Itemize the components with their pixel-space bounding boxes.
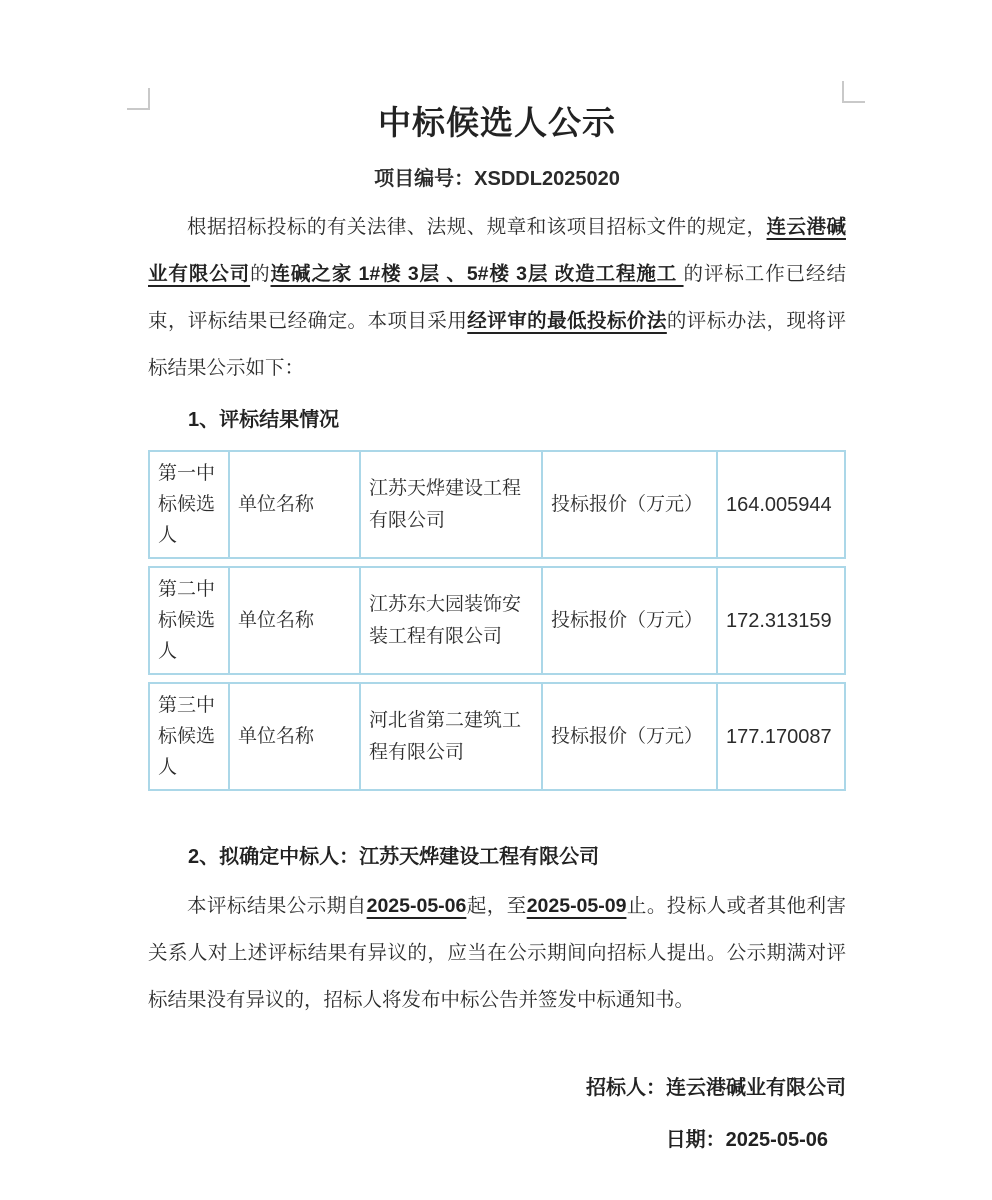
signature-date-line: 日期：2025-05-06 (665, 1129, 828, 1151)
candidate-rank-cell: 第二中标候选人 (158, 579, 216, 662)
bid-price-value-cell: 164.005944 (716, 452, 844, 557)
candidate-rank-cell: 第三中标候选人 (158, 695, 216, 778)
tenderee-signature-line: 招标人：连云港碱业有限公司 (586, 1077, 846, 1099)
project-number-line: 项目编号：XSDDL2025020 (374, 168, 620, 190)
intro-evaluation-method: 经评审的最低投标价法 (467, 310, 667, 332)
document-content (148, 0, 846, 1154)
notice-seg1: 本评标结果公示期自 (187, 895, 367, 917)
evaluation-result-table (148, 450, 846, 791)
unit-name-label-cell: 单位名称 (228, 452, 359, 557)
bid-price-label-cell: 投标报价（万元） (541, 568, 716, 673)
section1-heading: 1、评标结果情况 (188, 409, 340, 431)
intro-seg4: 的评标办法，现将评标结果公示如下： (148, 310, 846, 379)
table-row-third-candidate (148, 682, 846, 791)
section2-heading: 2、拟确定中标人：江苏天烨建设工程有限公司 (188, 846, 600, 868)
notice-seg3: 止。投标人或者其他利害关系人对上述评标结果有异议的，应当在公示期间向招标人提出。公示期满对评标结果没有异议的，招标人将发布中标公告并签发中标通知书。 (148, 895, 846, 1011)
notice-date-end: 2025-05-09 (526, 895, 627, 917)
intro-seg3: 的评标工作已经结束，评标结果已经确定。本项目采用 (148, 263, 846, 332)
company-name-cell: 河北省第二建筑工程有限公司 (359, 684, 541, 789)
notice-paragraph (148, 883, 846, 1024)
bid-price-value-cell: 177.170087 (716, 684, 844, 789)
unit-name-label-cell: 单位名称 (228, 684, 359, 789)
company-name-cell: 江苏天烨建设工程有限公司 (359, 452, 541, 557)
unit-name-label-cell: 单位名称 (228, 568, 359, 673)
margin-corner-mark-top-left (127, 88, 150, 110)
notice-date-start: 2025-05-06 (366, 895, 467, 917)
bid-price-label-cell: 投标报价（万元） (541, 684, 716, 789)
intro-project-name: 连碱之家 1#楼 3层 、5#楼 3层 改造工程施工 (270, 263, 684, 285)
notice-seg2: 起，至 (466, 895, 527, 917)
company-name-cell: 江苏东大园装饰安装工程有限公司 (359, 568, 541, 673)
intro-seg1: 根据招标投标的有关法律、法规、规章和该项目招标文件的规定， (187, 216, 767, 238)
table-row-second-candidate (148, 566, 846, 675)
intro-seg2: 的 (250, 263, 271, 285)
table-row-first-candidate (148, 450, 846, 559)
candidate-rank-cell: 第一中标候选人 (158, 463, 216, 546)
bid-price-value-cell: 172.313159 (716, 568, 844, 673)
intro-paragraph (148, 204, 846, 392)
intro-owner-name: 连云港碱业有限公司 (148, 216, 846, 285)
bid-price-label-cell: 投标报价（万元） (541, 452, 716, 557)
page-title: 中标候选人公示 (378, 104, 616, 141)
